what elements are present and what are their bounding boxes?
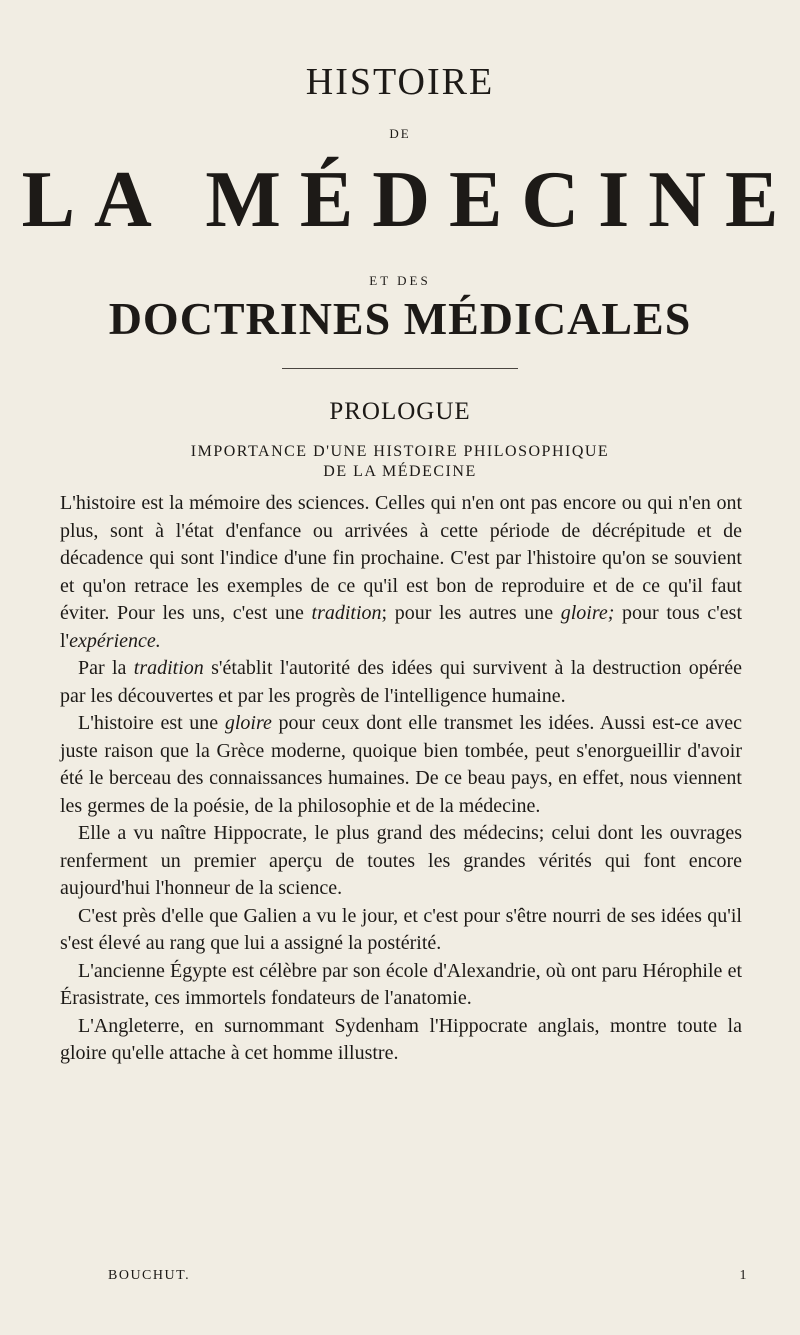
- body-text: [60, 490, 742, 1068]
- title-la-medecine: LA MÉDECINE: [21, 156, 798, 244]
- subheading-line-1: IMPORTANCE D'UNE HISTOIRE PHILOSOPHIQUE: [190, 443, 610, 460]
- paragraph-2: Par la tradition s'établit l'autorité des idées qui survivent à la destruction opérée par les découvertes et par les progrès de l'intelligence humaine.: [60, 657, 743, 707]
- prologue-heading: PROLOGUE: [329, 398, 471, 425]
- paragraph-7: L'Angleterre, en surnommant Sydenham l'Hippocrate anglais, montre toute la gloire qu'elle attache à cet homme illustre.: [60, 1014, 742, 1064]
- paragraph-1: L'histoire est la mémoire des sciences. Celles qui n'en ont pas encore ou qui n'en ont plus, sont à l'état d'enfance ou arrivées à cette période de décrépitude et de décadence qui sont l'indice d'une fin prochaine. C'est par l'histoire qu'on se souvient et qu'on retrace les exemples de ce qu'il est bon de reproduire et de ce qu'il faut éviter. Pour les uns, c'est une tradition; pour les autres une gloire; pour tous c'est l'expérience.: [60, 492, 743, 652]
- title-de: DE: [389, 126, 411, 141]
- paragraph-4: Elle a vu naître Hippocrate, le plus grand des médecins; celui dont les ouvrages renferment un premier aperçu de toutes les grandes vérités qui font encore aujourd'hui l'honneur de la science.: [60, 822, 742, 899]
- author-signature: BOUCHUT.: [108, 1268, 191, 1283]
- paragraph-3: L'histoire est une gloire pour ceux dont elle transmet les idées. Aussi est-ce avec juste raison que la Grèce moderne, quoique bien tombée, peut s'enorgueillir d'avoir été le berceau des connaissances humaines. De ce beau pays, en effet, nous viennent les germes de la poésie, de la philosophie et de la médecine.: [60, 712, 742, 817]
- paragraph-5: C'est près d'elle que Galien a vu le jour, et c'est pour s'être nourri de ses idées qu'il s'est élevé au rang que lui a assigné la postérité.: [60, 904, 742, 954]
- title-et-des: ET DES: [369, 273, 431, 288]
- title-histoire: HISTOIRE: [305, 61, 495, 103]
- prologue-subheading: [0, 442, 800, 482]
- title-divider: [282, 368, 518, 369]
- subheading-line-2: DE LA MÉDECINE: [323, 463, 477, 480]
- paragraph-6: L'ancienne Égypte est célèbre par son école d'Alexandrie, où ont paru Hérophile et Érasistrate, ces immortels fondateurs de l'anatomie.: [60, 959, 742, 1009]
- title-doctrines-medicales: DOCTRINES MÉDICALES: [108, 293, 692, 344]
- sheet-number: 1: [739, 1268, 748, 1283]
